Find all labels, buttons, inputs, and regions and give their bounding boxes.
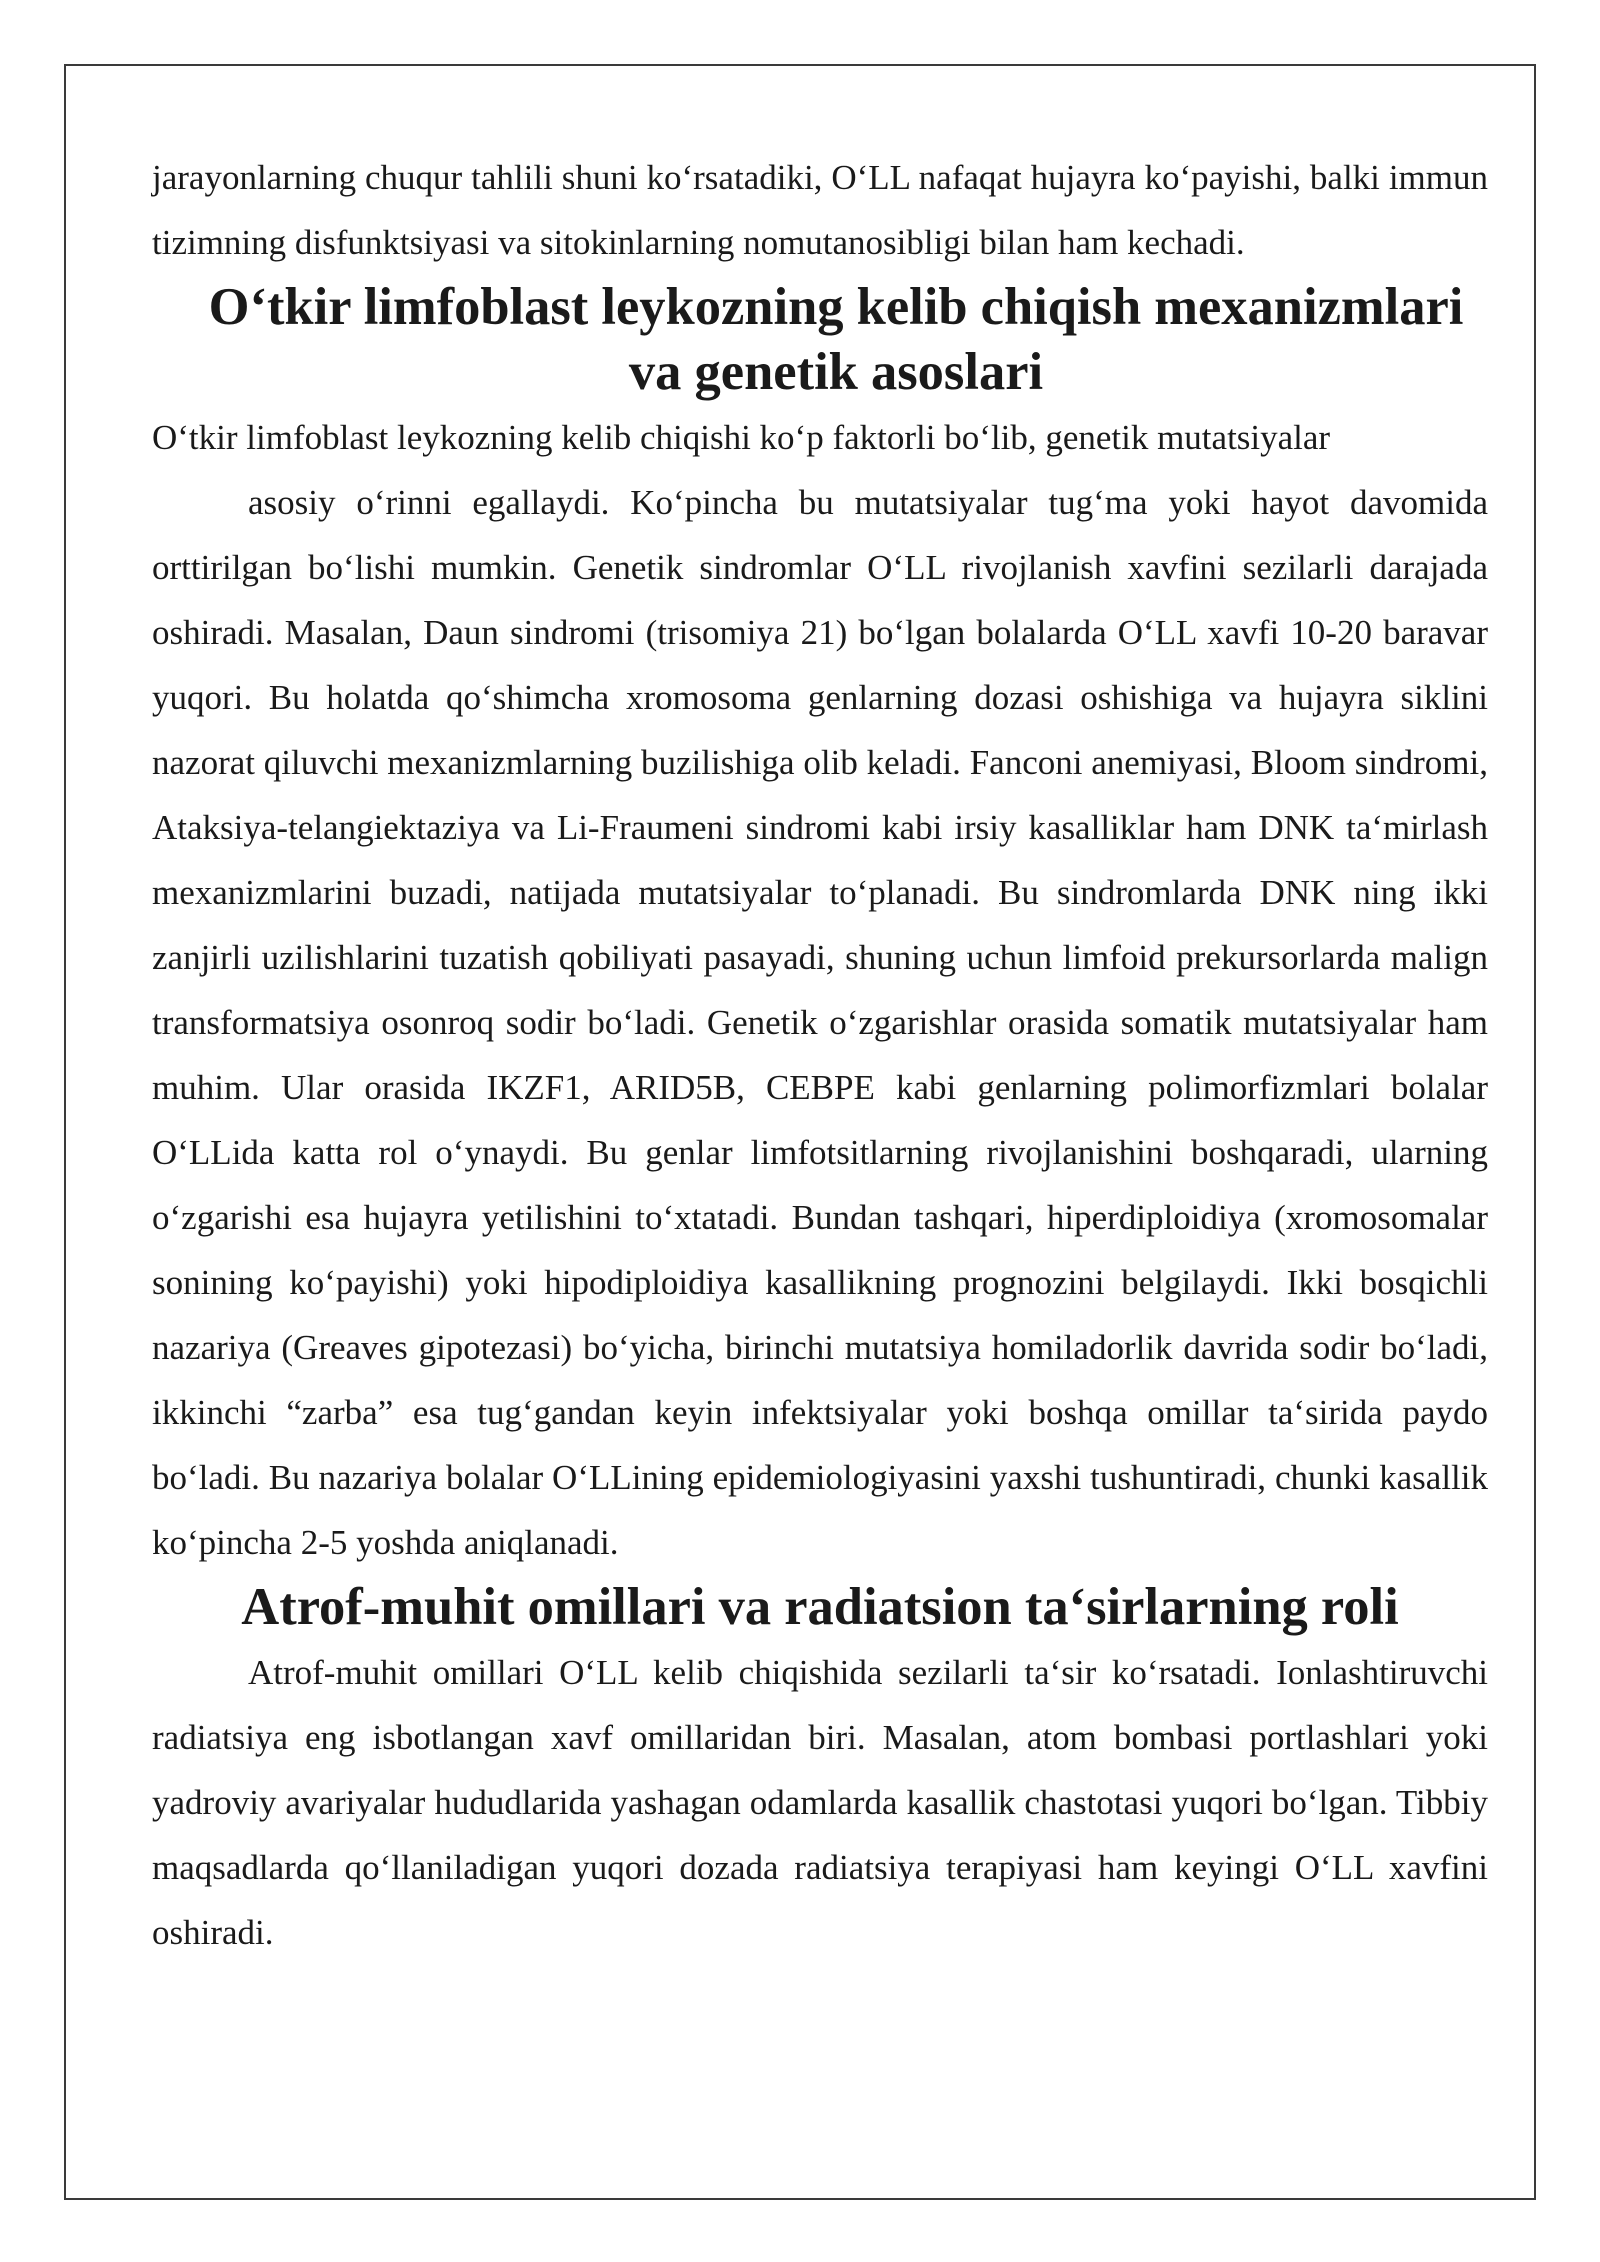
genetics-paragraph bbox=[152, 405, 1488, 1575]
section-heading-genetics: Oʻtkir limfoblast leykozning kelib chiqish mexanizmlari va genetik asoslari bbox=[208, 278, 1464, 401]
document-body bbox=[152, 145, 1488, 1965]
genetics-paragraph-lead: Oʻtkir limfoblast leykozning kelib chiqishi koʻp faktorli boʻlib, genetik mutatsiyalar bbox=[152, 418, 1331, 457]
environment-paragraph: Atrof-muhit omillari OʻLL kelib chiqishida sezilarli taʻsir koʻrsatadi. Ionlashtiruvchi radiatsiya eng isbotlangan xavf omillaridan biri. Masalan, atom bombasi portlashlari yoki yadroviy avariyalar hududlarida yashagan odamlarda kasallik chastotasi yuqori boʻlgan. Tibbiy maqsadlarda qoʻllaniladigan yuqori dozada radiatsiya terapiyasi ham keyingi OʻLL xavfini oshiradi. bbox=[152, 1653, 1488, 1952]
section-heading-environment: Atrof-muhit omillari va radiatsion taʻsirlarning roli bbox=[241, 1578, 1399, 1636]
intro-paragraph: jarayonlarning chuqur tahlili shuni koʻrsatadiki, OʻLL nafaqat hujayra koʻpayishi, balki immun tizimning disfunktsiyasi va sitokinlarning nomutanosibligi bilan ham kechadi. bbox=[152, 158, 1488, 262]
genetics-paragraph-body: asosiy oʻrinni egallaydi. Koʻpincha bu mutatsiyalar tugʻma yoki hayot davomida orttirilgan boʻlishi mumkin. Genetik sindromlar OʻLL rivojlanish xavfini sezilarli darajada oshiradi. Masalan, Daun sindromi (trisomiya 21) boʻlgan bolalarda OʻLL xavfi 10-20 baravar yuqori. Bu holatda qoʻshimcha xromosoma genlarning dozasi oshishiga va hujayra siklini nazorat qiluvchi mexanizmlarning buzilishiga olib keladi. Fanconi anemiyasi, Bloom sindromi, Ataksiya-telangiektaziya va Li-Fraumeni sindromi kabi irsiy kasalliklar ham DNK taʻmirlash mexanizmlarini buzadi, natijada mutatsiyalar toʻplanadi. Bu sindromlarda DNK ning ikki zanjirli uzilishlarini tuzatish qobiliyati pasayadi, shuning uchun limfoid prekursorlarda malign transformatsiya osonroq sodir boʻladi. Genetik oʻzgarishlar orasida somatik mutatsiyalar ham muhim. Ular orasida IKZF1, ARID5B, CEBPE kabi genlarning polimorfizmlari bolalar OʻLLida katta rol oʻynaydi. Bu genlar limfotsitlarning rivojlanishini boshqaradi, ularning oʻzgarishi esa hujayra yetilishini toʻxtatadi. Bundan tashqari, hiperdiploidiya (xromosomalar sonining koʻpayishi) yoki hipodiploidiya kasallikning prognozini belgilaydi. Ikki bosqichli nazariya (Greaves gipotezasi) boʻyicha, birinchi mutatsiya homiladorlik davrida sodir boʻladi, ikkinchi “zarba” esa tugʻgandan keyin infektsiyalar yoki boshqa omillar taʻsirida paydo boʻladi. Bu nazariya bolalar OʻLLining epidemiologiyasini yaxshi tushuntiradi, chunki kasallik koʻpincha 2-5 yoshda aniqlanadi. bbox=[152, 483, 1488, 1562]
